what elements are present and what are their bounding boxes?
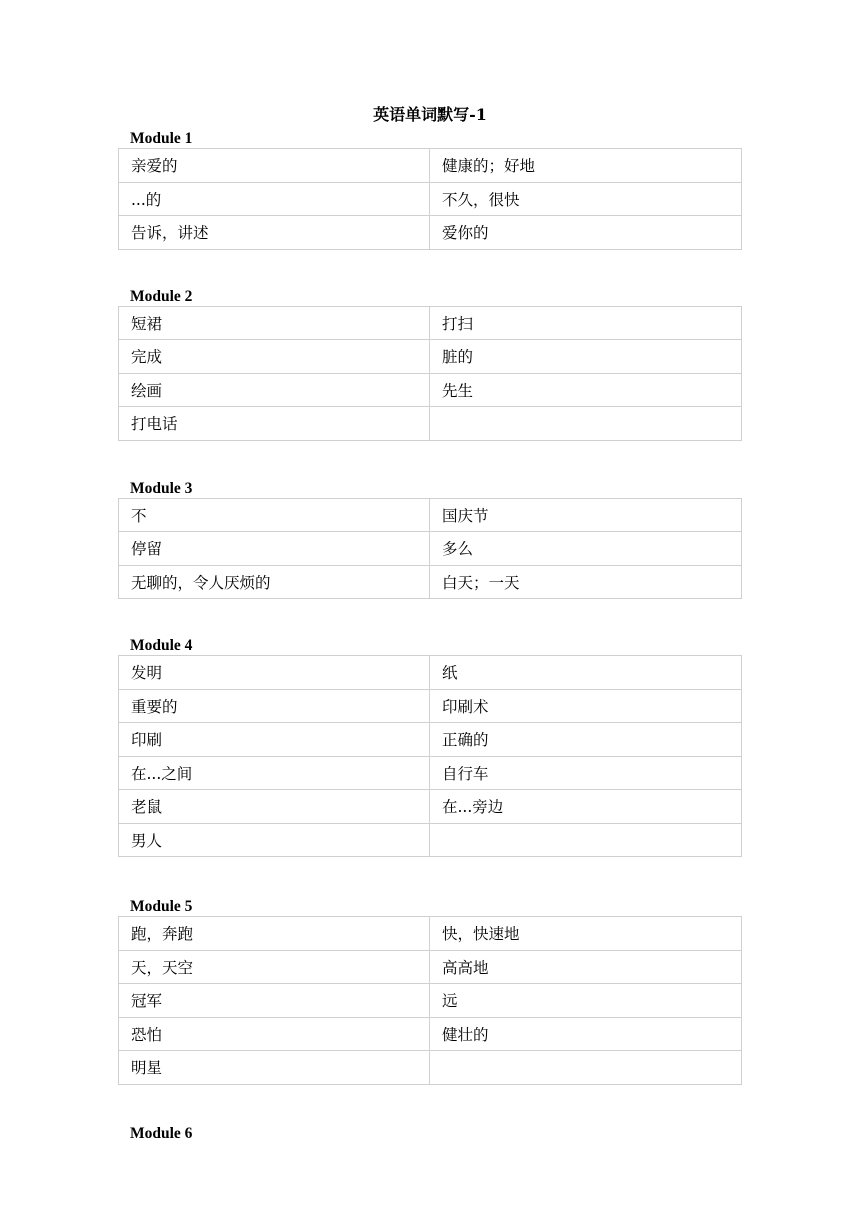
vocab-cell: 爱你的 — [430, 216, 742, 250]
table-row — [119, 950, 742, 984]
vocab-cell: 天，天空 — [119, 950, 430, 984]
vocab-cell: 在...之间 — [119, 756, 430, 790]
table-row — [119, 917, 742, 951]
vocab-cell: 发明 — [119, 656, 430, 690]
vocab-cell: 先生 — [430, 373, 742, 407]
module-title: Module 1 — [130, 130, 193, 147]
module-title: Module 2 — [130, 287, 193, 305]
vocab-cell: 纸 — [430, 656, 742, 690]
vocab-cell: 不 — [119, 498, 430, 532]
vocab-cell: 印刷 — [119, 723, 430, 757]
vocab-cell: 跑，奔跑 — [119, 917, 430, 951]
vocab-table — [118, 498, 742, 600]
module-title: Module 3 — [130, 479, 193, 497]
table-row — [119, 407, 742, 441]
vocab-cell: 老鼠 — [119, 790, 430, 824]
vocab-cell: 打扫 — [430, 306, 742, 340]
table-row — [119, 182, 742, 216]
vocab-cell — [430, 823, 742, 857]
table-row — [119, 823, 742, 857]
table-row — [119, 723, 742, 757]
vocab-cell: 健康的；好地 — [430, 149, 742, 183]
vocab-cell: 在...旁边 — [430, 790, 742, 824]
table-row — [119, 149, 742, 183]
vocab-table — [118, 916, 742, 1085]
table-row — [119, 1051, 742, 1085]
vocab-cell: 停留 — [119, 532, 430, 566]
table-row — [119, 689, 742, 723]
vocab-cell: 明星 — [119, 1051, 430, 1085]
vocab-cell: 快，快速地 — [430, 917, 742, 951]
vocab-cell: 高高地 — [430, 950, 742, 984]
vocab-table — [118, 306, 742, 441]
vocab-cell: 国庆节 — [430, 498, 742, 532]
vocab-cell: 无聊的，令人厌烦的 — [119, 565, 430, 599]
table-row — [119, 373, 742, 407]
vocab-cell: 完成 — [119, 340, 430, 374]
vocab-cell: 脏的 — [430, 340, 742, 374]
vocab-cell: ...的 — [119, 182, 430, 216]
table-row — [119, 565, 742, 599]
table-row — [119, 498, 742, 532]
vocab-cell: 打电话 — [119, 407, 430, 441]
vocab-cell: 多么 — [430, 532, 742, 566]
document-title: 英语单词默写-1 — [373, 105, 487, 124]
vocab-cell: 健壮的 — [430, 1017, 742, 1051]
vocab-cell: 正确的 — [430, 723, 742, 757]
vocab-cell: 白天；一天 — [430, 565, 742, 599]
vocab-table — [118, 655, 742, 857]
vocab-cell — [430, 1051, 742, 1085]
vocab-cell: 自行车 — [430, 756, 742, 790]
table-row — [119, 306, 742, 340]
vocab-cell: 男人 — [119, 823, 430, 857]
vocab-cell: 恐怕 — [119, 1017, 430, 1051]
table-row — [119, 216, 742, 250]
vocab-cell: 远 — [430, 984, 742, 1018]
table-row — [119, 340, 742, 374]
module-title: Module 6 — [130, 1124, 193, 1142]
vocab-table — [118, 148, 742, 250]
vocab-cell: 不久，很快 — [430, 182, 742, 216]
vocab-cell: 印刷术 — [430, 689, 742, 723]
table-row — [119, 790, 742, 824]
table-row — [119, 1017, 742, 1051]
vocab-cell: 冠军 — [119, 984, 430, 1018]
table-row — [119, 984, 742, 1018]
vocab-cell: 短裙 — [119, 306, 430, 340]
vocab-cell: 告诉，讲述 — [119, 216, 430, 250]
table-row — [119, 532, 742, 566]
vocab-cell — [430, 407, 742, 441]
module-title: Module 4 — [130, 637, 193, 654]
table-row — [119, 656, 742, 690]
vocab-cell: 亲爱的 — [119, 149, 430, 183]
vocab-cell: 重要的 — [119, 689, 430, 723]
module-title: Module 5 — [130, 898, 193, 915]
vocab-cell: 绘画 — [119, 373, 430, 407]
table-row — [119, 756, 742, 790]
